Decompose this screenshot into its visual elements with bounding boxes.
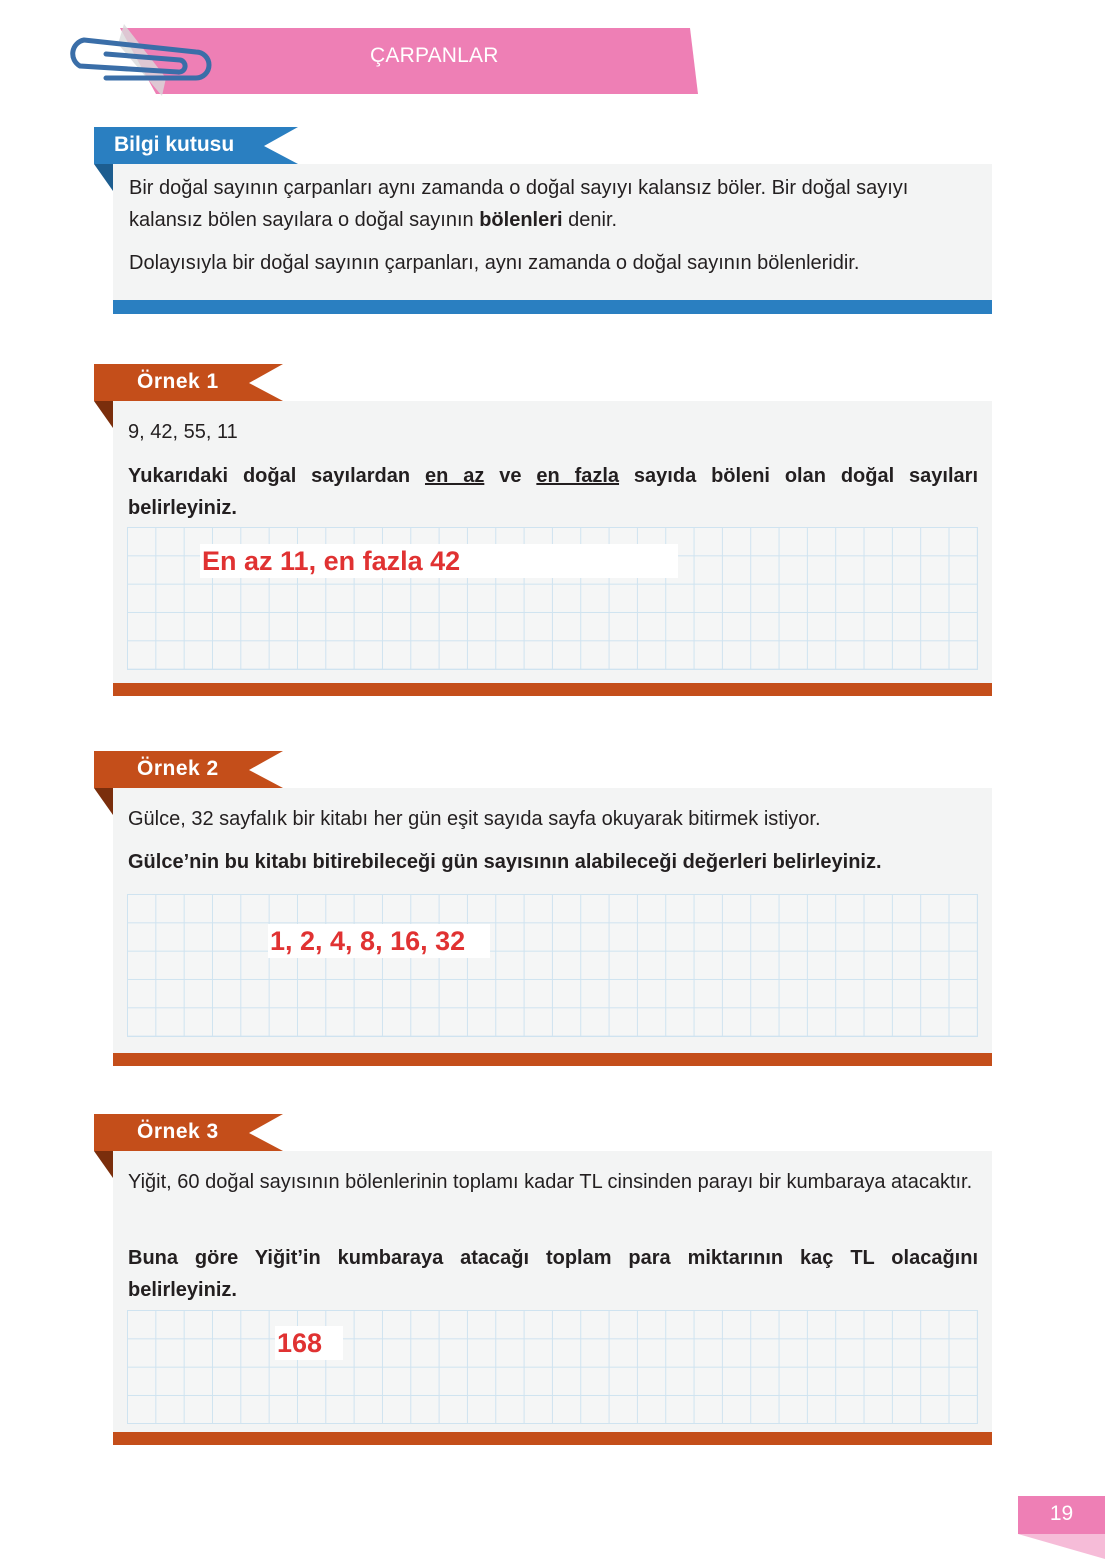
example-2-label: Örnek 2 bbox=[137, 757, 219, 780]
page-number: 19 bbox=[1049, 1502, 1074, 1525]
example-3-bar bbox=[113, 1432, 992, 1445]
example-3-text: Yiğit, 60 doğal sayısının bölenlerinin toplamı kadar TL cinsinden parayı bir kumbaraya atacaktır. bbox=[128, 1171, 973, 1193]
example-2-answer: 1, 2, 4, 8, 16, 32 bbox=[268, 924, 490, 958]
example-1-label: Örnek 1 bbox=[137, 370, 219, 393]
example-2-question: Gülce’nin bu kitabı bitirebileceği gün sayısının alabileceği değerleri belirleyiniz. bbox=[128, 851, 882, 873]
example-2-bar bbox=[113, 1053, 992, 1066]
example-3-label: Örnek 3 bbox=[137, 1120, 219, 1143]
info-box-paragraph-1: Bir doğal sayının çarpanları aynı zamanda o doğal sayıyı kalansız böler. Bir doğal sayıyı kalansız bölen sayılara o doğal sayının bölenleri denir. bbox=[129, 177, 909, 231]
info-box-bar bbox=[113, 300, 992, 314]
example-1-question: Yukarıdaki doğal sayılardan en az ve en fazla sayıda böleni olan doğal sayıları belirleyiniz. bbox=[128, 465, 978, 519]
example-1-numbers: 9, 42, 55, 11 bbox=[128, 421, 238, 443]
example-2-text: Gülce, 32 sayfalık bir kitabı her gün eşit sayıda sayfa okuyarak bitirmek istiyor. bbox=[128, 808, 821, 830]
info-box-paragraph-2: Dolayısıyla bir doğal sayının çarpanları, aynı zamanda o doğal sayının bölenleridir. bbox=[129, 252, 860, 274]
page-number-corner bbox=[1018, 1534, 1105, 1559]
example-2-answer-grid bbox=[127, 894, 978, 1037]
example-3-answer-grid bbox=[127, 1310, 978, 1424]
page-header-title: ÇARPANLAR bbox=[370, 44, 499, 67]
example-1-bar bbox=[113, 683, 992, 696]
example-1-answer: En az 11, en fazla 42 bbox=[200, 544, 678, 578]
example-3-answer: 168 bbox=[275, 1326, 343, 1360]
example-3-question: Buna göre Yiğit’in kumbaraya atacağı toplam para miktarının kaç TL olacağını belirleyiniz. bbox=[128, 1247, 978, 1301]
paperclip-icon bbox=[66, 20, 216, 100]
info-box-label: Bilgi kutusu bbox=[114, 133, 235, 156]
